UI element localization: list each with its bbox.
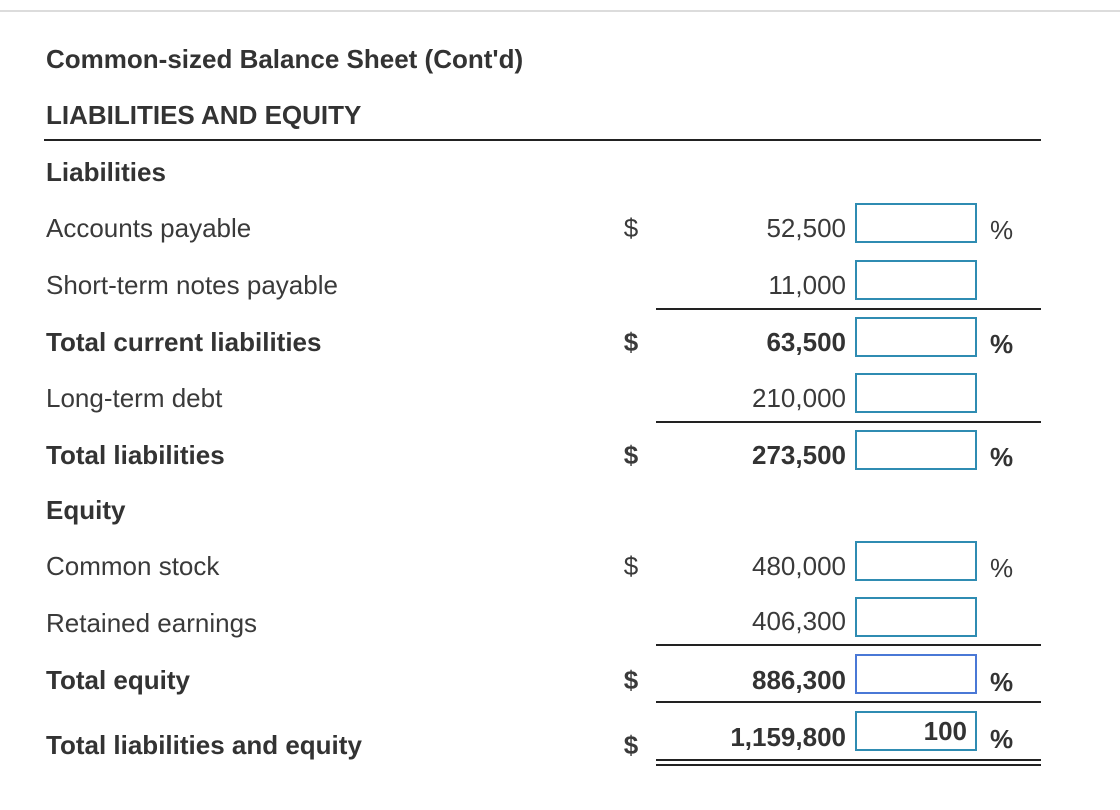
subtotal-rule: [656, 644, 1041, 646]
accounts-payable-label: Accounts payable: [46, 213, 252, 243]
currency-symbol: $: [623, 213, 639, 243]
currency-symbol: $: [623, 551, 639, 581]
total-current-liabilities-amount: 63,500: [766, 327, 846, 357]
percent-symbol: %: [990, 553, 1014, 583]
common-stock-percent-input[interactable]: [855, 541, 977, 581]
percent-symbol: %: [990, 724, 1014, 754]
subtotal-rule: [656, 421, 1041, 423]
section-heading: LIABILITIES AND EQUITY: [46, 100, 362, 130]
currency-symbol: $: [623, 665, 639, 695]
percent-symbol: %: [990, 667, 1014, 697]
subtotal-rule: [656, 701, 1041, 703]
total-current-liabilities-label: Total current liabilities: [46, 327, 322, 357]
accounts-payable-amount: 52,500: [766, 213, 846, 243]
total-liabilities-label: Total liabilities: [46, 440, 225, 470]
common-stock-label: Common stock: [46, 551, 220, 581]
page-title: Common-sized Balance Sheet (Cont'd): [46, 44, 524, 74]
total-current-liabilities-percent-input[interactable]: [855, 317, 977, 357]
short-term-notes-percent-input[interactable]: [855, 260, 977, 300]
long-term-debt-label: Long-term debt: [46, 383, 223, 413]
total-liabilities-percent-input[interactable]: [855, 430, 977, 470]
retained-earnings-amount: 406,300: [752, 606, 846, 636]
currency-symbol: $: [623, 440, 639, 470]
short-term-notes-amount: 11,000: [768, 270, 846, 300]
accounts-payable-percent-input[interactable]: [855, 203, 977, 243]
long-term-debt-percent-input[interactable]: [855, 373, 977, 413]
percent-symbol: %: [990, 329, 1014, 359]
retained-earnings-label: Retained earnings: [46, 608, 258, 638]
equity-heading: Equity: [46, 495, 126, 525]
subtotal-rule: [656, 308, 1041, 310]
total-liabilities-amount: 273,500: [752, 440, 846, 470]
section-rule: [44, 139, 1041, 141]
total-liabilities-equity-amount: 1,159,800: [730, 722, 846, 752]
liabilities-heading: Liabilities: [46, 157, 166, 187]
total-equity-amount: 886,300: [752, 665, 846, 695]
currency-symbol: $: [623, 730, 639, 760]
top-divider: [0, 10, 1120, 12]
common-stock-amount: 480,000: [752, 551, 846, 581]
retained-earnings-percent-input[interactable]: [855, 597, 977, 637]
double-rule-top: [656, 759, 1041, 761]
total-equity-percent-input[interactable]: [855, 654, 977, 694]
total-equity-label: Total equity: [46, 665, 190, 695]
short-term-notes-label: Short-term notes payable: [46, 270, 338, 300]
total-liabilities-equity-label: Total liabilities and equity: [46, 730, 362, 760]
percent-symbol: %: [990, 215, 1014, 245]
total-liabilities-equity-percent-value: 100: [855, 711, 977, 751]
double-rule-bottom: [656, 764, 1041, 766]
currency-symbol: $: [623, 327, 639, 357]
long-term-debt-amount: 210,000: [752, 383, 846, 413]
percent-symbol: %: [990, 442, 1014, 472]
